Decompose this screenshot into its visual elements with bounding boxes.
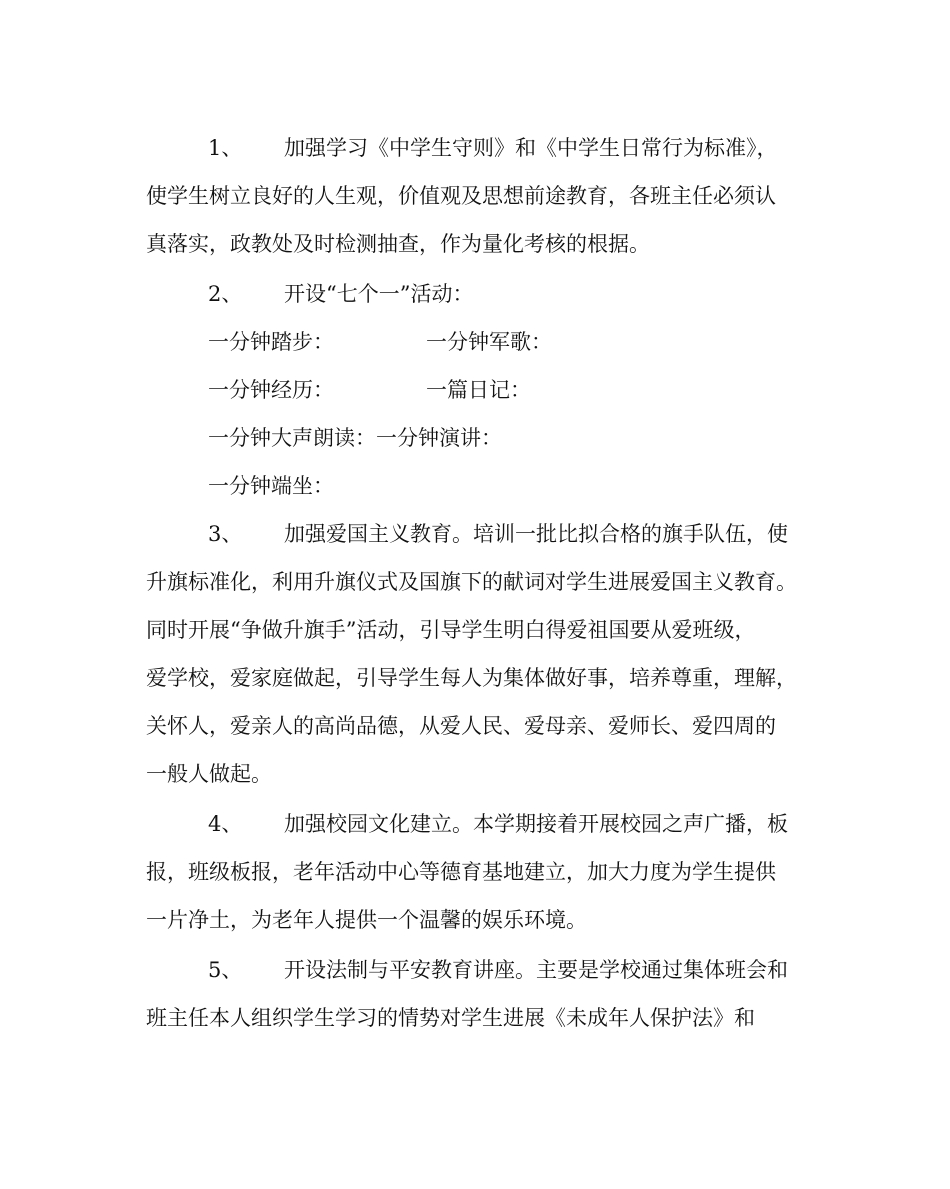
paragraph-line: 真落实，政教处及时检测抽查，作为量化考核的根据。 [146,232,650,256]
item-4-first-line [208,809,788,839]
activity-line: 一分钟端坐： [208,474,334,498]
paragraph-line: 同时开展“争做升旗手”活动，引导学生明白得爱祖国要从爱班级， [146,618,756,642]
paragraph-line: 使学生树立良好的人生观，价值观及思想前途教育，各班主任必须认 [146,184,776,208]
paragraph-line: 爱学校，爱家庭做起，引导学生每人为集体做好事，培养尊重，理解， [146,666,797,690]
activity-line: 一分钟大声朗读：一分钟演讲： [208,426,502,450]
paragraph-line: 升旗标准化，利用升旗仪式及国旗下的献词对学生进展爱国主义教育。 [146,570,797,594]
paragraph-line: 一片净土，为老年人提供一个温馨的娱乐环境。 [146,908,587,932]
item-5-first-line [208,955,788,985]
activity-line: 一篇日记： [426,378,531,402]
item-1-first-line [208,133,778,163]
paragraph-text: 开设“七个一”活动： [284,282,474,306]
item-number: 2、 [208,282,243,306]
paragraph-text: 加强校园文化建立。本学期接着开展校园之声广播，板 [284,812,788,836]
item-number: 5、 [208,958,243,982]
paragraph-text: 开设法制与平安教育讲座。主要是学校通过集体班会和 [284,958,788,982]
paragraph-text: 加强爱国主义教育。培训一批比拟合格的旗手队伍，使 [284,522,788,546]
paragraph-line: 关怀人，爱亲人的高尚品德，从爱人民、爱母亲、爱师长、爱四周的 [146,714,776,738]
paragraph-line: 班主任本人组织学生学习的情势对学生进展《未成年人保护法》和 [146,1006,755,1030]
item-number: 4、 [208,812,243,836]
paragraph-text: 加强学习《中学生守则》和《中学生日常行为标准》， [284,136,778,160]
item-2-first-line [208,279,473,309]
activity-line: 一分钟经历： [208,378,334,402]
paragraph-line: 报，班级板报，老年活动中心等德育基地建立，加大力度为学生提供 [146,860,776,884]
paragraph-line: 一般人做起。 [146,762,272,786]
item-number: 1、 [208,136,243,160]
activity-line: 一分钟踏步： [208,330,334,354]
item-3-first-line [208,519,788,549]
item-number: 3、 [208,522,243,546]
activity-line: 一分钟军歌： [426,330,552,354]
